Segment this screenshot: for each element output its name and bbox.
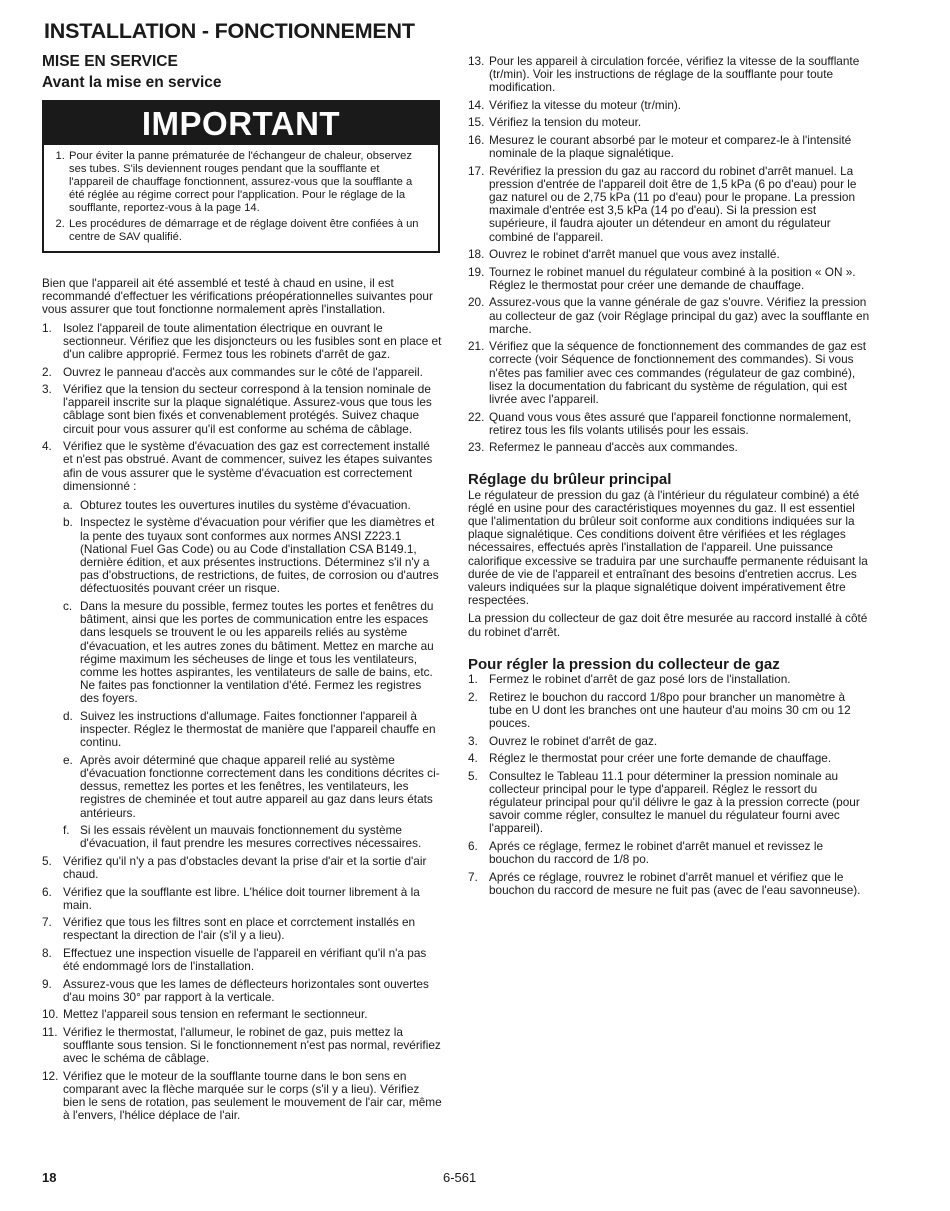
list-item: 13. Pour les appareil à circulation forcée, vérifiez la vitesse de la soufflante (tr/min). Voir les instructions de réglage de la soufflante pour toute modification.: [468, 54, 860, 95]
list-item: 12. Vérifiez que le moteur de la soufflante tourne dans le bon sens en comparant avec la flèche marquée sur le corps (s'il y a lieu). Vérifiez bien le sens de rotation, pas seulement le mouvement de l'air car, même à l'envers, l'hélice déplace de l'air.: [42, 1068, 442, 1123]
list-item: 9. Assurez-vous que les lames de déflecteurs horizontales sont ouvertes d'au moins 30° par rapport à la verticale.: [42, 976, 429, 1004]
list-item: 10. Mettez l'appareil sous tension en refermant le sectionneur.: [42, 1007, 368, 1022]
section-heading: MISE EN SERVICE: [42, 53, 178, 70]
right-column: [468, 55, 870, 901]
list-item: 4. Vérifiez que le système d'évacuation des gaz est correctement installé et n'est pas obstrué. Avant de commencer, suivez les étapes suivantes afin de vous assurer que le système d'évacuation est correctement dimensionné : a. Obturez toutes les ouvertures inutiles du système d'évacuation. b. Inspectez le système d'évacuation pour vérifier que les diamètres et la pente des tuyaux sont conformes aux normes ANSI Z223.1 (National Fuel Gas Code) ou au Code d'installation CSA B149.1, dernière édition, et aux présentes instructions. Déterminez s'il n'y a pas d'obstructions, de restrictions, de fuites, de corrosion ou d'autres défectuosités pouvant créer un risque. c. Dans la mesure du possible, fermez toutes les portes et fenêtres du bâtiment, ainsi que les portes de communication entre les espaces dans lesquels se trouvent le ou les appareils reliés au système d'évacuation, et les autres zones du bâtiment. Mettez en marche au régime maximum les sécheuses de linge et tous les ventilateurs, comme les hottes aspirantes, les ventilateurs de salle de bains, etc. Ne faites pas fonctionner la ventilation d'été. Fermez les registres des foyers. d. Suivez les instructions d'allumage. Faites fonctionner l'appareil à inspecter. Réglez le thermostat de manière que l'appareil chauffe en continu. e. Après avoir déterminé que chaque appareil relié au système d'évacuation fonctionne correctement dans les conditions décrites ci-dessus, remettez les portes et les fenêtres, les ventilateurs, les registres de cheminée et tout autre appareil au gaz dans leurs états antérieurs. f. Si les essais révèlent un mauvais fonctionnement du système d'évacuation, il faut prendre les mesures correctives nécessaires.: [42, 440, 442, 850]
substeps-list: [63, 499, 442, 851]
list-item: 6. Aprés ce réglage, fermez le robinet d'arrêt manuel et revissez le bouchon du raccord de 1/8 po.: [468, 838, 824, 867]
list-item: 15. Vérifiez la tension du moteur.: [468, 115, 642, 130]
list-item: 22. Quand vous vous êtes assuré que l'appareil fonctionne normalement, retirez tous les fils volants utilisés pour les essais.: [468, 409, 852, 437]
list-item: 2. Retirez le bouchon du raccord 1/8po pour brancher un manomètre à tube en U dont les branches ont une hauteur d'au moins 30 cm ou 12 pouces.: [468, 689, 851, 730]
substep-item: b. Inspectez le système d'évacuation pour vérifier que les diamètres et la pente des tuyaux sont conformes aux normes ANSI Z223.1 (National Fuel Gas Code) ou au Code d'installation CSA B149.1, dernière édition, et aux présentes instructions. Déterminez s'il n'y a pas d'obstructions, de restrictions, de fuites, de corrosion ou d'autres défectuosités pouvant créer un risque.: [63, 515, 439, 596]
left-column: [42, 277, 442, 1127]
list-item: 3. Vérifiez que la tension du secteur correspond à la tension nominale de l'appareil inscrite sur la plaque signalétique. Assurez-vous que tous les câblage sont bien fixés et convenablement protégés. Suivez chaque circuit pour vous assurer qu'il est conforme au schéma de câblage.: [42, 382, 432, 436]
list-item: 4. Réglez le thermostat pour créer une forte demande de chauffage.: [468, 751, 832, 765]
list-item: 7. Vérifiez que tous les filtres sont en place et corrctement installés en respectant la direction de l'air (s'il y a lieu).: [42, 915, 416, 943]
list-item: 5. Vérifiez qu'il n'y a pas d'obstacles devant la prise d'air et la sortie d'air chaud.: [42, 853, 427, 881]
important-item: 1. Pour éviter la panne prématurée de l'échangeur de chaleur, observez ses tubes. S'ils deviennent rouges pendant que la soufflante et l'appareil de chauffage fonctionnent, assurez-vous que la soufflante a été réglée au régime correct pour l'application. Pour le réglage de la soufflante, reportez-vous à la page 14.: [68, 150, 426, 215]
list-item: 6. Vérifiez que la soufflante est libre. L'hélice doit tourner librement à la main.: [42, 884, 420, 912]
list-item: 20. Assurez-vous que la vanne générale de gaz s'ouvre. Vérifiez la pression au collecteur de gaz (voir Réglage principal du gaz) avec la soufflante en marche.: [468, 295, 870, 336]
substep-item: a. Obturez toutes les ouvertures inutiles du système d'évacuation.: [63, 497, 411, 512]
list-item: 11. Vérifiez le thermostat, l'allumeur, le robinet de gaz, puis mettez la soufflante sous tension. Si le fonctionnement n'est pas normal, revérifiez avec le schéma de câblage.: [42, 1024, 441, 1066]
manifold-heading: Pour régler la pression du collecteur de gaz: [468, 655, 780, 673]
substep-item: d. Suivez les instructions d'allumage. Faites fonctionner l'appareil à inspecter. Réglez le thermostat de manière que l'appareil chauffe en continu.: [63, 708, 436, 750]
substep-item: c. Dans la mesure du possible, fermez toutes les portes et fenêtres du bâtiment, ainsi que les portes de communication entre les espaces dans lesquels se trouvent le ou les appareils reliés au système d'évacuation, et les autres zones du bâtiment. Mettez en marche au régime maximum les sécheuses de linge et tous les ventilateurs, comme les hottes aspirantes, les ventilateurs de salle de bains, etc. Ne faites pas fonctionner la ventilation d'été. Fermez les registres des foyers.: [63, 598, 434, 706]
burner-heading: Réglage du brûleur principal: [468, 471, 672, 489]
list-item: 14. Vérifiez la vitesse du moteur (tr/min).: [468, 97, 682, 112]
substep-item: f. Si les essais révèlent un mauvais fonctionnement du système d'évacuation, il faut prendre les mesures correctives nécessaires.: [63, 823, 422, 851]
important-label: IMPORTANT: [44, 102, 438, 145]
burner-paragraph: Le régulateur de pression du gaz (à l'intérieur du régulateur combiné) a été réglé en usine pour des caractéristiques moyennes du gaz. Il est essentiel que l'alimentation du brûleur soit conforme aux conditions indiquées sur la plaque signalétique. Ces conditions doivent être vérifiées et les réglages nécessaires, effectués après l'installation de l'appareil. Une puissance calorifique excessive se traduira par une surchauffe permanente réduisant la durée de vie de l'appareil et entraînant des besoins d'entretien accrus. Les valeurs indiquées sur la plaque signalétique doivent impérativement être respectées.: [468, 487, 868, 608]
list-item: 7. Aprés ce réglage, rouvrez le robinet d'arrêt manuel et vérifiez que le bouchon du raccord de mesure ne fuit pas (avec de l'eau savonneuse).: [468, 869, 861, 897]
page-number: 18: [42, 1170, 57, 1185]
document-code: 6-561: [443, 1170, 477, 1185]
subsection-heading: Avant la mise en service: [42, 74, 222, 91]
page-title: INSTALLATION - FONCTIONNEMENT: [44, 19, 415, 43]
substep-item: e. Après avoir déterminé que chaque appareil relié au système d'évacuation fonctionne correctement dans les conditions décrites ci-dessus, remettez les portes et les fenêtres, les ventilateurs, les registres de cheminée et tout autre appareil au gaz dans leurs états antérieurs.: [63, 752, 440, 820]
list-item: 3. Ouvrez le robinet d'arrêt de gaz.: [468, 733, 658, 748]
list-item: 18. Ouvrez le robinet d'arrêt manuel que vous avez installé.: [468, 247, 780, 262]
burner-paragraph-2: La pression du collecteur de gaz doit être mesurée au raccord installé à côté du robinet d'arrêt.: [468, 611, 868, 639]
important-notice-box: [42, 100, 440, 253]
steps-list-right: [468, 55, 870, 454]
list-item: 1. Fermez le robinet d'arrêt de gaz posé lors de l'installation.: [468, 672, 791, 687]
important-list: [44, 145, 438, 244]
list-item: 5. Consultez le Tableau 11.1 pour déterminer la pression nominale au collecteur principal pour le type d'appareil. Réglez le ressort du régulateur principal pour qu'il délivre le gaz à la pression correcte (pour savoir comme régler, consultez le manuel du régulateur fourni avec l'appareil).: [468, 768, 860, 836]
list-item: 23. Refermez le panneau d'accès aux commandes.: [468, 440, 738, 455]
list-item: 21. Vérifiez que la séquence de fonctionnement des commandes de gaz est correcte (voir Séquence de fonctionnement des commandes). Si vous n'êtes pas familier avec ces commandes (régulateur de gaz combiné), lisez la documentation du fabricant du système de régulation, qui est livrée avec l'appareil.: [468, 339, 867, 407]
list-item: 8. Effectuez une inspection visuelle de l'appareil en vérifiant qu'il n'a pas été endommagé lors de l'installation.: [42, 945, 427, 974]
list-item: 16. Mesurez le courant absorbé par le moteur et comparez-le à l'intensité nominale de la plaque signalétique.: [468, 132, 852, 161]
list-item: 17. Revérifiez la pression du gaz au raccord du robinet d'arrêt manuel. La pression d'entrée de l'appareil doit être de 1,5 kPa (6 po d'eau) pour le gaz naturel ou de 2,75 kPa (11 po d'eau) pour le propane. La pression maximale d'entrée est 3,5 kPa (14 po d'eau). Si la pression est supérieure, il faudra ajouter un détendeur en amont du régulateur combiné de l'appareil.: [468, 163, 857, 244]
intro-paragraph: Bien que l'appareil ait été assemblé et testé à chaud en usine, il est recommandé d'effectuer les vérifications préopérationnelles suivantes pour vous assurer que tout fonctionne normalement après l'installation.: [42, 276, 433, 317]
list-item: 2. Ouvrez le panneau d'accès aux commandes sur le côté de l'appareil.: [42, 364, 423, 379]
list-item: 1. Isolez l'appareil de toute alimentation électrique en ouvrant le sectionneur. Vérifiez que les disjoncteurs ou les fusibles sont en place et d'un calibre approprié. Fermez tous les robinets d'arrêt de gaz.: [42, 320, 442, 362]
steps-list-left: [42, 322, 442, 1123]
important-item: 2. Les procédures de démarrage et de réglage doivent être confiées à un centre de SAV qualifié.: [68, 218, 426, 244]
list-item: 19. Tournez le robinet manuel du régulateur combiné à la position « ON ». Réglez le thermostat pour créer une demande de chauffage.: [468, 264, 856, 292]
manifold-steps-list: [468, 673, 870, 897]
